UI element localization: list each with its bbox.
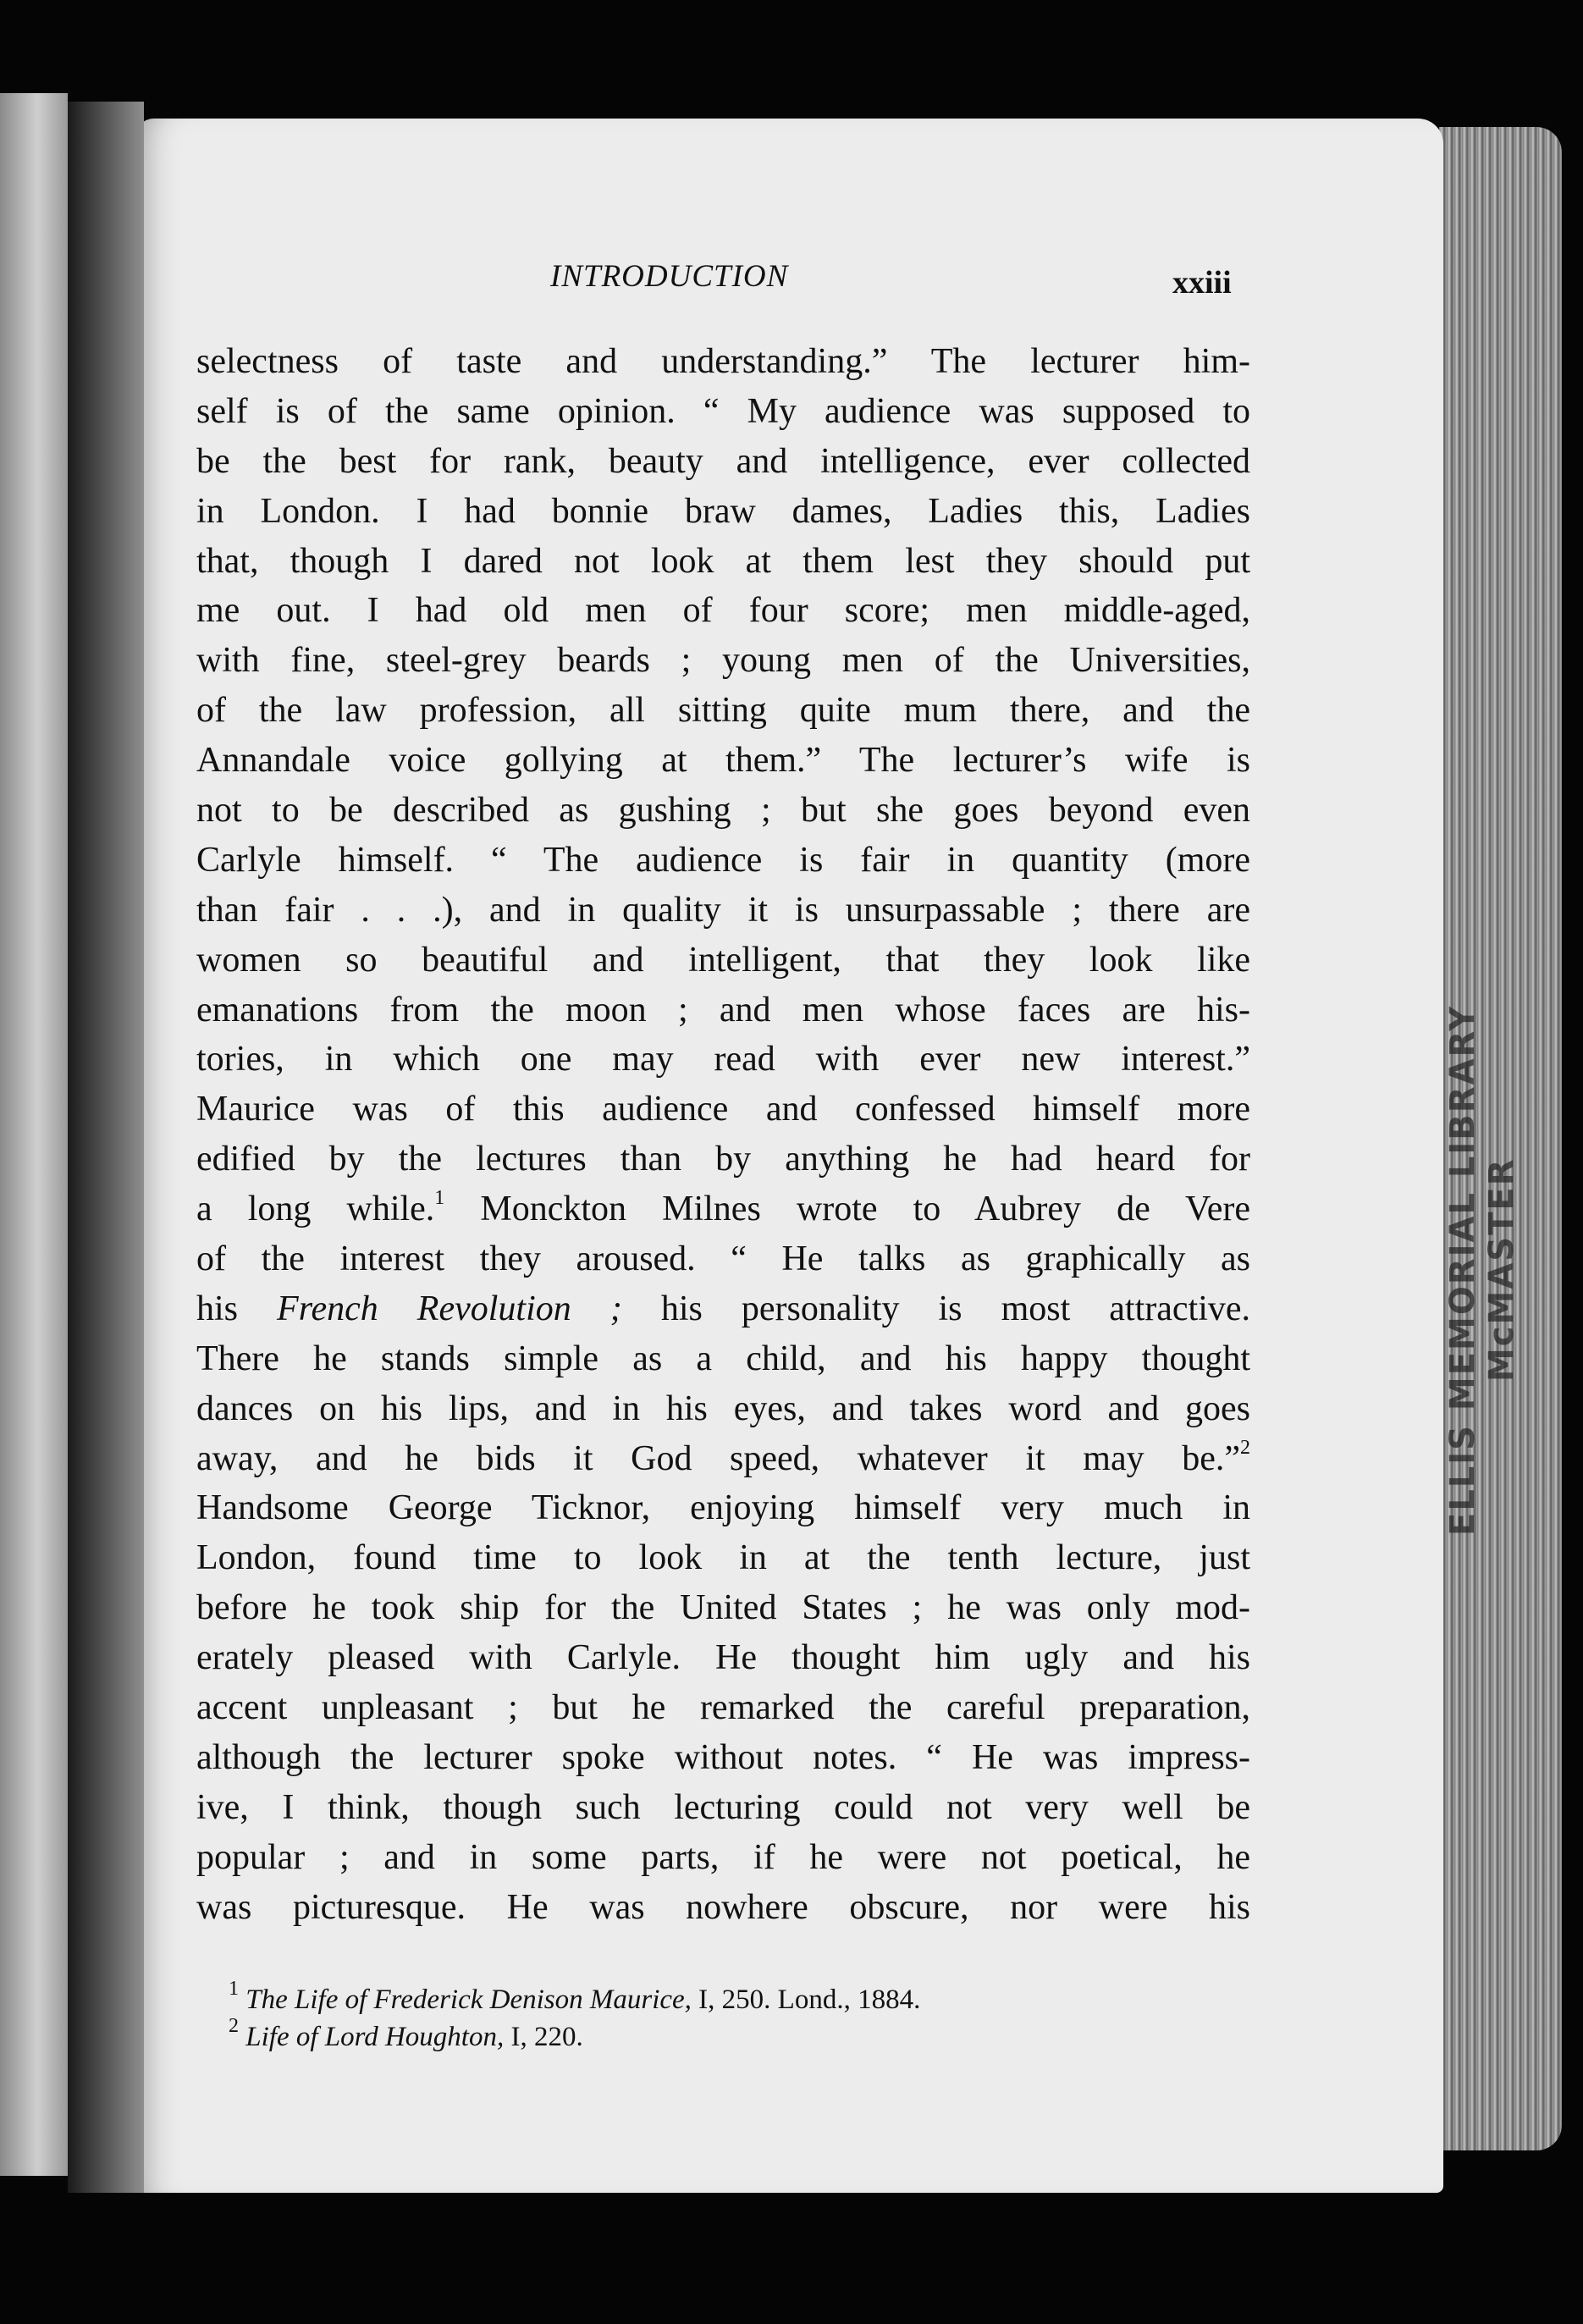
text-segment: his personality is most attractive. (621, 1289, 1251, 1328)
text-line: tories, in which one may read with ever new interest.” (196, 1040, 1250, 1079)
text-segment: Monckton Milnes wrote to Aubrey de Vere (444, 1190, 1250, 1229)
footnote-1 (229, 1978, 1185, 2018)
text-line: self is of the same opinion. “ My audience was supposed to (196, 391, 1250, 431)
text-line: not to be described as gushing ; but she goes beyond even (196, 791, 1250, 831)
text-line: Carlyle himself. “ The audience is fair in quantity (more (196, 840, 1250, 880)
footnotes (229, 1978, 1185, 2056)
text-line: than fair . . .), and in quality it is unsurpassable ; there are (196, 890, 1250, 930)
text-line: erately pleased with Carlyle. He thought him ugly and his (196, 1638, 1250, 1678)
book-title: French Revolution ; (277, 1289, 622, 1328)
footnote-text: I, 250. Lond., 1884. (691, 1985, 921, 2015)
text-line: although the lecturer spoke without notes. “ He was impress- (196, 1737, 1250, 1777)
text-line: in London. I had bonnie braw dames, Ladies this, Ladies (196, 491, 1250, 531)
text-line: with fine, steel-grey beards ; young men of the Universities, (196, 641, 1250, 681)
text-line (196, 1434, 1250, 1484)
footnote-mark: 1 (229, 1978, 239, 2000)
page-gutter (68, 102, 144, 2193)
text-line: Handsome George Ticknor, enjoying himself very much in (196, 1488, 1250, 1528)
text-line: dances on his lips, and in his eyes, and takes word and goes (196, 1388, 1250, 1428)
footnote-2 (229, 2015, 1185, 2056)
text-segment: his (196, 1289, 278, 1328)
footnote-mark: 2 (229, 2015, 239, 2037)
footnote-ref: 1 (434, 1187, 445, 1210)
text-line: me out. I had old men of four score; men middle-aged, (196, 591, 1250, 631)
text-line: be the best for rank, beauty and intelligence, ever collected (196, 441, 1250, 481)
running-head: INTRODUCTION (550, 259, 789, 294)
text-line: There he stands simple as a child, and his happy thought (196, 1339, 1250, 1378)
text-line: ive, I think, though such lecturing could not very well be (196, 1787, 1250, 1827)
text-line: women so beautiful and intelligent, that they look like (196, 940, 1250, 980)
text-segment: a long while. (196, 1190, 435, 1229)
text-line: selectness of taste and understanding.” The lecturer him- (196, 342, 1250, 381)
footnote-title: Life of Lord Houghton, (245, 2022, 505, 2052)
text-line: Maurice was of this audience and confessed himself more (196, 1090, 1250, 1129)
text-line (196, 1284, 1250, 1334)
page-number: xxiii (1172, 265, 1232, 301)
text-line: of the law profession, all sitting quite mum there, and the (196, 691, 1250, 731)
facing-page-edge (0, 93, 68, 2176)
text-line: of the interest they aroused. “ He talks as graphically as (196, 1239, 1250, 1279)
text-line: accent unpleasant ; but he remarked the careful preparation, (196, 1688, 1250, 1728)
text-line: before he took ship for the United States ; he was only mod- (196, 1588, 1250, 1628)
body-text (196, 337, 1250, 1933)
text-line: London, found time to look in at the tenth lecture, just (196, 1538, 1250, 1578)
text-line: that, though I dared not look at them lest they should put (196, 541, 1250, 581)
footnote-title: The Life of Frederick Denison Maurice, (245, 1985, 692, 2015)
text-segment: away, and he bids it God speed, whatever it may be.” (196, 1438, 1240, 1478)
text-line: popular ; and in some parts, if he were not poetical, he (196, 1837, 1250, 1877)
edge-stamp-text: ELLIS MEMORIAL LIBRARY McMASTER (1443, 1004, 1521, 1536)
text-line: edified by the lectures than by anything he had heard for (196, 1140, 1250, 1179)
text-line: Annandale voice gollying at them.” The lecturer’s wife is (196, 741, 1250, 781)
footnote-ref: 2 (1240, 1436, 1250, 1459)
footnote-text: I, 220. (504, 2022, 583, 2052)
text-line: emanations from the moon ; and men whose faces are his- (196, 990, 1250, 1030)
text-line: was picturesque. He was nowhere obscure, nor were his (196, 1887, 1250, 1927)
text-line (196, 1184, 1250, 1234)
